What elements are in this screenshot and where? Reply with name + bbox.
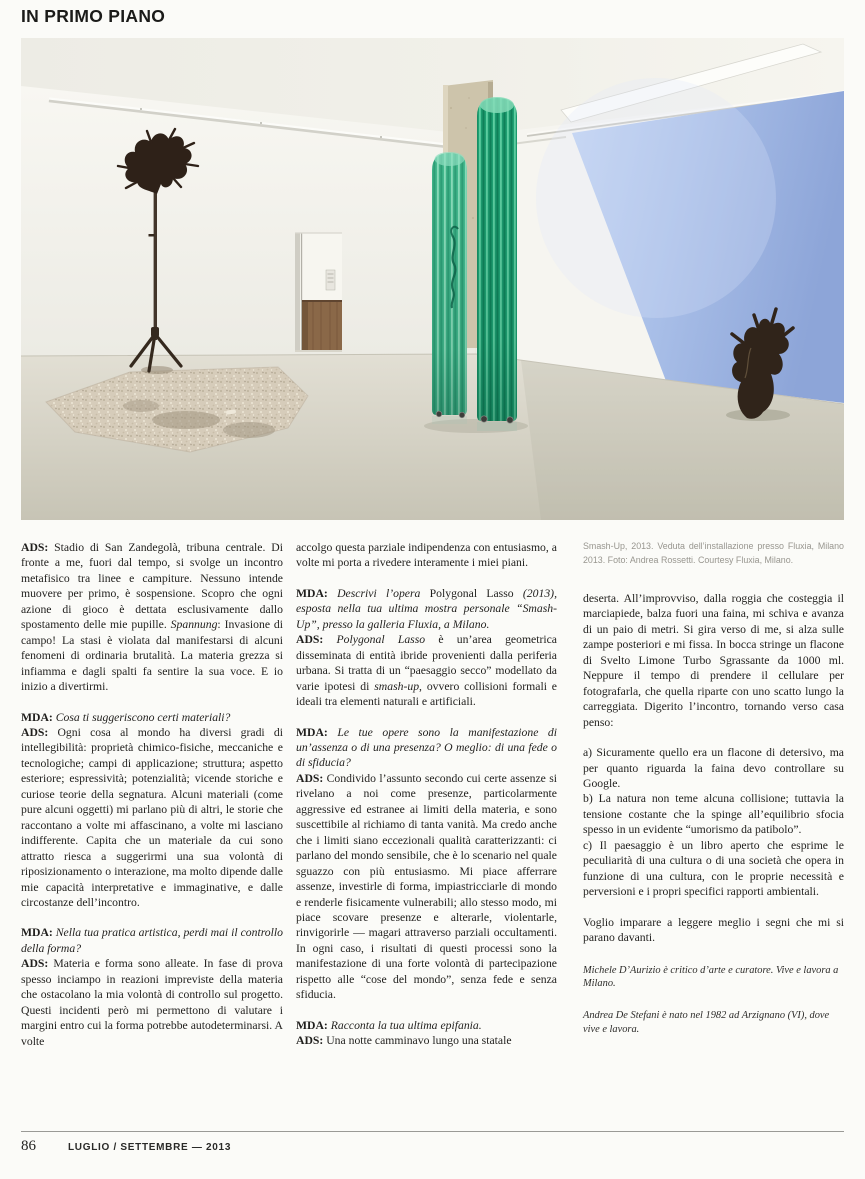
speaker-label: ADS: bbox=[296, 1034, 324, 1048]
article-paragraph bbox=[296, 540, 557, 571]
text-column-3-body bbox=[583, 591, 844, 1037]
text-column-3 bbox=[583, 540, 844, 1037]
article-paragraph bbox=[21, 725, 283, 910]
paragraph-text: Cosa ti suggeriscono certi materiali? bbox=[52, 710, 231, 724]
article-paragraph bbox=[296, 1018, 557, 1033]
fixture-mount bbox=[140, 108, 142, 110]
paragraph-text: Polygonal Lasso bbox=[429, 586, 514, 600]
speaker-label: ADS: bbox=[21, 725, 49, 739]
article-paragraph bbox=[21, 925, 283, 956]
speaker-label: MDA: bbox=[296, 586, 328, 600]
speaker-label: MDA: bbox=[296, 725, 328, 739]
paragraph-text: Voglio imparare a leggere meglio i segni che mi si parano davanti. bbox=[583, 915, 844, 945]
paragraph-text: Le tue opere sono la manifestazione di un’assenza o di una presenza? O meglio: di una fede o di sfiducia? bbox=[296, 725, 557, 770]
doorway bbox=[295, 233, 342, 352]
speaker-label: MDA: bbox=[21, 926, 53, 940]
paragraph-text: Una notte camminavo lungo una statale bbox=[323, 1034, 512, 1048]
photo-caption: Smash-Up, 2013. Veduta dell’installazione presso Fluxia, Milano 2013. Foto: Andrea Rossetti. Courtesy Fluxia, Milano. bbox=[583, 541, 844, 565]
page-number: 86 bbox=[21, 1138, 36, 1154]
paragraph-text: Racconta la tua ultima epifania. bbox=[327, 1018, 482, 1032]
paragraph-text: , ovvero collisioni formali e ideali tra elementi naturali e artificiali. bbox=[296, 679, 557, 709]
article-paragraph bbox=[583, 838, 844, 900]
bio-paragraph bbox=[583, 1009, 844, 1037]
paragraph-text: (2013), esposta nella tua ultima mostra personale “Smash-Up”, presso la galleria Fluxia, a Milano. bbox=[296, 586, 557, 631]
article-paragraph bbox=[21, 710, 283, 725]
article-paragraph bbox=[583, 791, 844, 837]
paragraph-text bbox=[323, 633, 336, 646]
speaker-label: ADS: bbox=[21, 957, 49, 971]
bio-paragraph bbox=[583, 964, 844, 992]
paragraph-text: c) Il paesaggio è un libro aperto che esprime le peculiarità di una cultura o di una società che opera in funzione di una cultura, con le proprie necessità e perversioni e i propri specifici rapporti ambientali. bbox=[583, 838, 844, 899]
paragraph-text: a) Sicuramente quello era un flacone di detersivo, ma per quanto riguarda la faina devo controllare su Google. bbox=[583, 746, 844, 790]
speaker-label: ADS: bbox=[296, 633, 324, 647]
speaker-label: MDA: bbox=[296, 1018, 328, 1032]
paragraph-text: Condivido l’assunto secondo cui certe assenze si rivelano a noi come presenze, particolarmente aggressive ed estranee ai limiti della materia, e sono suscettibile al richiamo di tanta vanità. Ma credo anche che i limiti siano eccezionali qualità caratterizzanti: ci parlano del mondo sensibile, che è lo scenario nel quale sguazzo con più entusiasmo. Mi piace afferrare assenze, investirle di forma, impiastricciarle di mondo e renderle fisicamente vulnerabili; allo stesso modo, mi piace scovare presenze e alterarle, violentarle, rinvigorirle — magari attraverso parziali occultamenti. In ogni caso, i risultati di questi processi sono la manifestazione di una forte volontà di partecipazione rispetto alle “cose del mondo”, senza fede e senza sfiducia. bbox=[296, 771, 557, 1002]
paragraph-text: Michele D’Aurizio è critico d’arte e curatore. Vive e lavora a Milano. bbox=[583, 964, 839, 990]
poster bbox=[326, 270, 335, 290]
article-paragraph bbox=[583, 915, 844, 946]
fixture-mount bbox=[260, 122, 262, 124]
installation-photo bbox=[21, 38, 844, 520]
section-title: IN PRIMO PIANO bbox=[21, 6, 166, 26]
installation-photo-graphic bbox=[21, 38, 844, 520]
paragraph-text: Spannung bbox=[170, 618, 218, 632]
speaker-label: ADS: bbox=[296, 771, 324, 785]
issue-date: LUGLIO / SETTEMBRE — 2013 bbox=[68, 1141, 232, 1153]
speaker-label: MDA: bbox=[21, 710, 53, 724]
paragraph-text: : Invasione di campo! La stasi è violata dal manifestarsi di alcuni fenomeni di ordinaria brutalità. La materia grezza si infiamma e dagli spalti fa sentire la sua voce. E io inizio a divertirmi. bbox=[21, 618, 283, 694]
paragraph-text: Nella tua pratica artistica, perdi mai il controllo della forma? bbox=[21, 926, 283, 955]
paragraph-text: accolgo questa parziale indipendenza con entusiasmo, a volte mi porta a rivedere interamente i miei piani. bbox=[296, 541, 557, 570]
fixture-mount bbox=[380, 136, 382, 138]
paragraph-text: Materia e forma sono alleate. In fase di prova spesso inciampo in reazioni impreviste della materia che ostacolano la mia volontà di controllo sul progetto. Questi incidenti però mi permettono di valutare i margini entro cui la forma potrebbe autodeterminarsi. A volte bbox=[21, 957, 283, 1048]
paragraph-text: è un’area geometrica disseminata di entità ibride provenienti dalla periferia urbana. Si tratta di un “paesaggio secco” modellato da varie ipotesi di bbox=[296, 633, 557, 693]
article-paragraph bbox=[296, 632, 557, 709]
paragraph-text: Stadio di San Zandegolà, tribuna centrale. Di fronte a me, fuori dal tempo, si svolge un incontro metafisico tra linee e campiture. Nessuno intende muovere per primo, è sospensione. Scopro che ogni azione di gioco è dettata esclusivamente dallo spostamento delle mie pupille. bbox=[21, 541, 283, 632]
article-paragraph bbox=[21, 540, 283, 695]
paragraph-text: deserta. All’improvviso, dalla roggia che costeggia il marciapiede, balza fuori una faina, mi schiva e avanza di un paio di metri. Si gira verso di me, si alza sulle zampe posteriori e mi fissa. In bocca stringe un flacone di Svelto Limone Turbo Sgrassante da 1000 ml. Neppure il tempo di prendere il cellulare per fotografarla, che quella riparte con uno scatto lungo la carreggiata. Digerito l’incontro, tornando verso casa penso: bbox=[583, 592, 844, 729]
article-paragraph bbox=[296, 586, 557, 632]
article-paragraph bbox=[583, 591, 844, 730]
paragraph-text: smash-up bbox=[374, 679, 420, 693]
paragraph-text: Andrea De Stefani è nato nel 1982 ad Arzignano (VI), dove vive e lavora. bbox=[583, 1010, 830, 1036]
text-column-2 bbox=[296, 540, 557, 1049]
article-paragraph bbox=[296, 725, 557, 771]
article-paragraph bbox=[296, 771, 557, 1003]
article-paragraph bbox=[21, 956, 283, 1049]
paragraph-text: Polygonal Lasso bbox=[336, 633, 426, 647]
article-paragraph bbox=[296, 1033, 557, 1048]
text-column-1 bbox=[21, 540, 283, 1049]
blue-wall-highlight bbox=[536, 78, 776, 318]
footer-rule bbox=[21, 1131, 844, 1132]
speaker-label: ADS: bbox=[21, 541, 49, 554]
paragraph-text: Ogni cosa al mondo ha diversi gradi di intellegibilità: proprietà chimico-fisiche, meccaniche e tecnologiche; campi di applicazione; struttura; aspetto esteriore; espressività; potenzialità; vicende storiche e curiose teorie della segnatura. Alcuni materiali (come pure alcuni oggetti) mi parlano più di altri, le storie che raccontano a volte mi affascinano, a volte mi lasciano indifferente. Capita che un materiale da cui sono attratto riesca a suggerirmi una sua volontà di riposizionamento o interazione, ma molto dipende dalle mie capacità interpretative e immaginative, e dalle circostanze dell’incontro. bbox=[21, 725, 283, 909]
stand-pole bbox=[154, 190, 157, 340]
article-paragraph bbox=[583, 745, 844, 791]
paragraph-text: Descrivi l’opera bbox=[327, 586, 430, 600]
paragraph-text: b) La natura non teme alcuna collisione; tuttavia la tensione costante che la spinge all’equilibrio sfocia spesso in un evidente “umorismo da patibolo”. bbox=[583, 792, 844, 837]
